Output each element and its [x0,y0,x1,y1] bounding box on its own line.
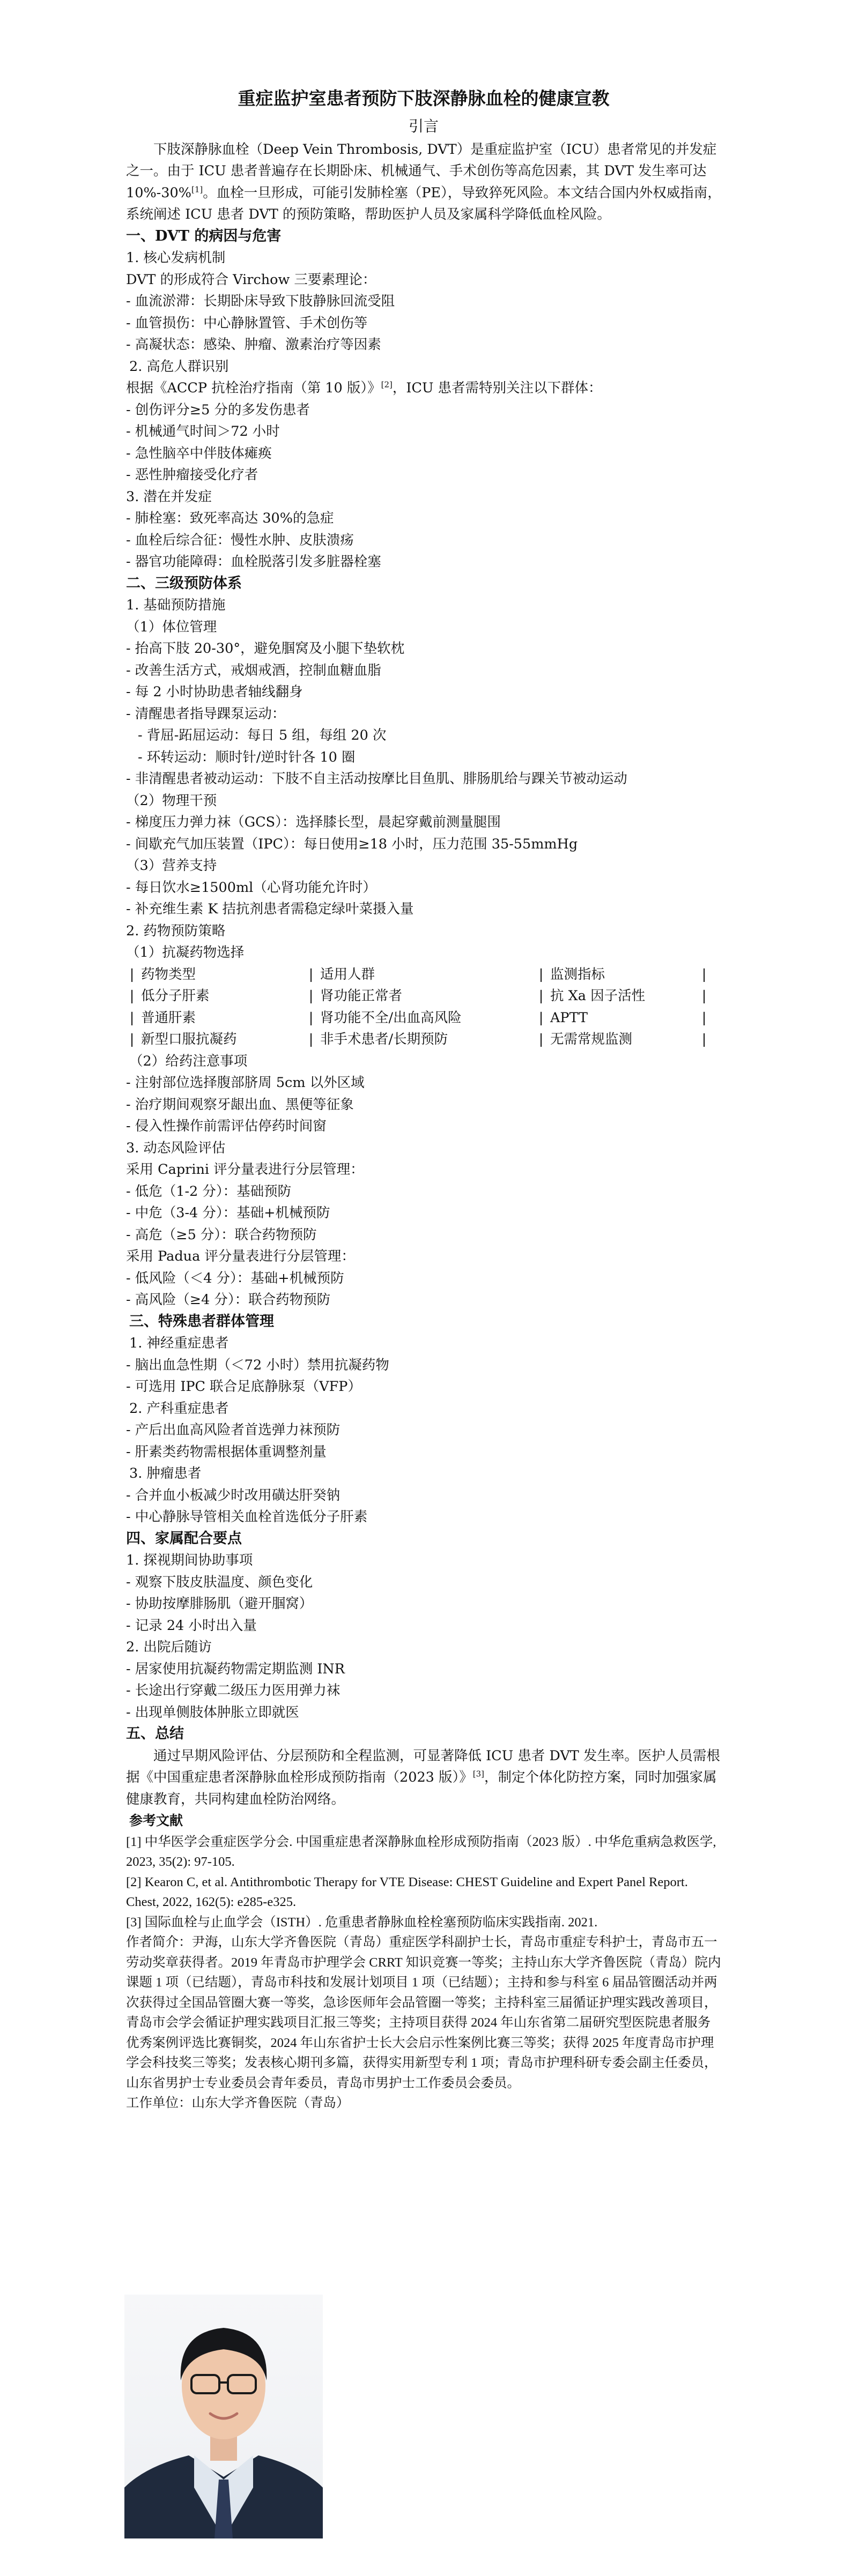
table-row: | 药物类型 | 适用人群 | 监测指标 | [126,964,710,986]
s4-a2: 2. 出院后随访 [126,1639,212,1655]
section-1-heading: 一、DVT 的病因与危害 [126,227,282,244]
list-item: - 肺栓塞：致死率高达 30%的急症 [126,510,334,526]
list-item: - 低危（1-2 分）：基础预防 [126,1183,292,1200]
list-item: - 非清醒患者被动运动：下肢不自主活动按摩比目鱼肌、腓肠肌给与踝关节被动运动 [126,771,627,787]
table-cell: 新型口服抗凝药 [141,1031,237,1047]
list-item: - 改善生活方式，戒烟戒酒，控制血糖血脂 [126,662,381,679]
list-item: - 记录 24 小时出入量 [126,1617,257,1634]
list-item: - 协助按摩腓肠肌（避开腘窝） [126,1596,313,1612]
list-item: - 环转运动：顺时针/逆时针各 10 圈 [138,749,356,765]
table-cell: 抗 Xa 因子活性 [550,988,646,1004]
table-row: | 新型口服抗凝药 | 非手术患者/长期预防 | 无需常规监测 | [126,1029,710,1051]
intro-citation[interactable]: [1] [191,184,203,194]
list-item: - 急性脑卒中伴肢体瘫痪 [126,445,272,461]
table-cell: 无需常规监测 [550,1031,633,1047]
section-2-heading: 二、三级预防体系 [126,575,242,592]
s4-a1: 1. 探视期间协助事项 [126,1552,253,1568]
list-item: - 观察下肢皮肤温度、颜色变化 [126,1574,313,1590]
list-item: - 背屈-跖屈运动：每日 5 组，每组 20 次 [138,727,387,743]
section-4-heading: 四、家属配合要点 [126,1530,242,1547]
drug-table [126,964,710,1051]
table-cell: 非手术患者/长期预防 [320,1031,448,1047]
accp-line: 根据《ACCP 抗栓治疗指南（第 10 版）》[2]，ICU 患者需特别关注以下群体： [126,379,602,396]
padua-line: 采用 Padua 评分量表进行分层管理： [126,1248,355,1264]
author-bio-text: 作者简介：尹海，山东大学齐鲁医院（青岛）重症医学科副护士长，青岛市重症专科护士，青岛市五一劳动奖章获得者。2019 年青岛市护理学会 CRRT 知识竞赛一等奖；主持山东大学齐鲁医院（青岛）院内课题 1 项（已结题），青岛市科技和发展计划项目 1 项（已结题）；主持和参与科室 6 届品管圈活动并两次获得过全国品管圈大赛一等奖，急诊医师年会品管圈一等奖；主持科室三届循证护理实践改善项目，青岛市会学会循证护理实践项目汇报三等奖；主持项目获得 2024 年山东省第二届研究型医院患者服务优秀案例评选比赛铜奖，2024 年山东省护士长大会启示性案例比赛三等奖；获得 2025 年度青岛市护理学会科技奖三等奖；发表核心期刊多篇，获得实用新型专利 1 项；青岛市护理科研专委会副主任委员，山东省男护士专业委员会青年委员，青岛市男护士工作委员会委员。 [126,1935,721,2090]
table-cell: APTT [550,1009,588,1026]
list-item: - 补充维生素 K 拮抗剂患者需稳定绿叶菜摄入量 [126,901,414,917]
table-cell: 普通肝素 [141,1009,196,1026]
list-item: - 中危（3-4 分）：基础+机械预防 [126,1205,330,1221]
table-cell: 低分子肝素 [141,988,210,1004]
list-item: - 侵入性操作前需评估停药时间窗 [126,1118,327,1134]
table-cell: 药物类型 [141,966,196,982]
list-item: - 创伤评分≥5 分的多发伤患者 [126,401,310,418]
list-item: - 血栓后综合征：慢性水肿、皮肤溃疡 [126,532,354,548]
author-bio [126,1932,721,2113]
list-item: - 合并血小板减少时改用磺达肝癸钠 [126,1487,341,1503]
list-item: - 高风险（≥4 分）：联合药物预防 [126,1292,331,1308]
author-unit: 工作单位：山东大学齐鲁医院（青岛） [126,2096,350,2110]
list-item: - 间歇充气加压装置（IPC）：每日使用≥18 小时，压力范围 35-55mmHg [126,836,578,852]
s2-d2: （2）给药注意事项 [129,1053,248,1069]
summary-citation[interactable]: [3] [472,1769,485,1779]
summary-paragraph: 通过早期风险评估、分层预防和全程监测，可显著降低 ICU 患者 DVT 发生率。医护人员需根据《中国重症患者深静脉血栓形成预防指南（2023 版）》[3]，制定个体化防控方案，同时加强家属健康教育，共同构建血栓防治网络。 [126,1747,720,1807]
list-item: - 抬高下肢 20-30°，避免腘窝及小腿下垫软枕 [126,641,405,657]
list-item: - 注射部位选择腹部脐周 5cm 以外区域 [126,1075,365,1091]
list-item: - 治疗期间观察牙龈出血、黑便等征象 [126,1096,354,1113]
list-item: - 每 2 小时协助患者轴线翻身 [126,684,303,700]
section-5-heading: 五、总结 [126,1725,184,1742]
reference-item: [2] Kearon C, et al. Antithrombotic Therapy for VTE Disease: CHEST Guideline and Expert Panel Report. Chest, 2022, 162(5): e285-e325. [126,1874,688,1909]
intro-heading: 引言 [408,117,439,135]
s1-sub3: 3. 潜在并发症 [126,488,212,505]
list-item: - 器官功能障碍：血栓脱落引发多脏器栓塞 [126,554,381,570]
list-item: - 每日饮水≥1500ml（心肾功能允许时） [126,879,376,896]
s1-sub2: 2. 高危人群识别 [129,358,229,375]
s2-p1: （1）体位管理 [126,619,217,635]
s1-sub1: 1. 核心发病机制 [126,250,226,266]
list-item: - 高危（≥5 分）：联合药物预防 [126,1226,317,1243]
list-item: - 居家使用抗凝药物需定期监测 INR [126,1661,345,1677]
virchow-line: DVT 的形成符合 Virchow 三要素理论： [126,271,376,288]
list-item: - 肝素类药物需根据体重调整剂量 [126,1443,327,1460]
s3-g3: 3. 肿瘤患者 [129,1465,202,1481]
list-item: - 机械通气时间＞72 小时 [126,423,280,440]
accp-citation[interactable]: [2] [381,379,393,390]
table-row: | 普通肝素 | 肾功能不全/出血高风险 | APTT | [126,1007,710,1029]
s2-p3: （3）营养支持 [126,858,217,874]
reference-item: [3] 国际血栓与止血学会（ISTH）. 危重患者静脉血栓栓塞预防临床实践指南. 2021. [126,1915,598,1930]
reference-item: [1] 中华医学会重症医学分会. 中国重症患者深静脉血栓形成预防指南（2023 版）. 中华危重病急救医学, 2023, 35(2): 97-105. [126,1834,716,1869]
article-title: 重症监护室患者预防下肢深静脉血栓的健康宣教 [238,88,610,109]
s2-sub3: 3. 动态风险评估 [126,1140,226,1156]
list-item: - 血管损伤：中心静脉置管、手术创伤等 [126,315,368,331]
table-row: | 低分子肝素 | 肾功能正常者 | 抗 Xa 因子活性 | [126,985,710,1007]
list-item: - 产后出血高风险者首选弹力袜预防 [126,1422,341,1438]
table-cell: 肾功能正常者 [320,988,403,1004]
article [126,86,721,2113]
list-item: - 脑出血急性期（＜72 小时）禁用抗凝药物 [126,1357,389,1373]
s3-g2: 2. 产科重症患者 [129,1400,229,1417]
list-item: - 恶性肿瘤接受化疗者 [126,467,258,483]
portrait-illustration [124,2295,323,2538]
s2-d1: （1）抗凝药物选择 [126,944,245,961]
references-list [126,1832,721,1933]
author-photo [124,2295,323,2538]
list-item: - 可选用 IPC 联合足底静脉泵（VFP） [126,1379,361,1395]
s3-g1: 1. 神经重症患者 [129,1335,229,1351]
s2-p2: （2）物理干预 [126,792,217,809]
caprini-line: 采用 Caprini 评分量表进行分层管理： [126,1162,364,1178]
intro-paragraph: 下肢深静脉血栓（Deep Vein Thrombosis, DVT）是重症监护室（ICU）患者常见的并发症之一。由于 ICU 患者普遍存在长期卧床、机械通气、手术创伤等高危因素，其 DVT 发生率可达 10%-30%[1]。血栓一旦形成，可能引发肺栓塞（PE），导致猝死风险。本文结合国内外权威指南，系统阐述 ICU 患者 DVT 的预防策略，帮助医护人员及家属科学降低血栓风险。 [126,141,721,222]
table-cell: 监测指标 [550,966,605,982]
list-item: - 中心静脉导管相关血栓首选低分子肝素 [126,1509,368,1525]
list-item: - 出现单侧肢体肿胀立即就医 [126,1704,299,1721]
list-item: - 血流淤滞：长期卧床导致下肢静脉回流受阻 [126,293,395,309]
table-cell: 适用人群 [320,966,375,982]
table-cell: 肾功能不全/出血高风险 [320,1009,462,1026]
list-item: - 低风险（＜4 分）：基础+机械预防 [126,1270,344,1286]
list-item: - 高凝状态：感染、肿瘤、激素治疗等因素 [126,337,381,353]
list-item: - 清醒患者指导踝泵运动： [126,705,286,722]
s2-sub1: 1. 基础预防措施 [126,597,226,613]
references-heading: 参考文献 [129,1813,183,1828]
section-3-heading: 三、特殊患者群体管理 [129,1313,274,1330]
list-item: - 梯度压力弹力袜（GCS）：选择膝长型，晨起穿戴前测量腿围 [126,814,501,830]
list-item: - 长途出行穿戴二级压力医用弹力袜 [126,1682,341,1699]
s2-sub2: 2. 药物预防策略 [126,922,226,939]
